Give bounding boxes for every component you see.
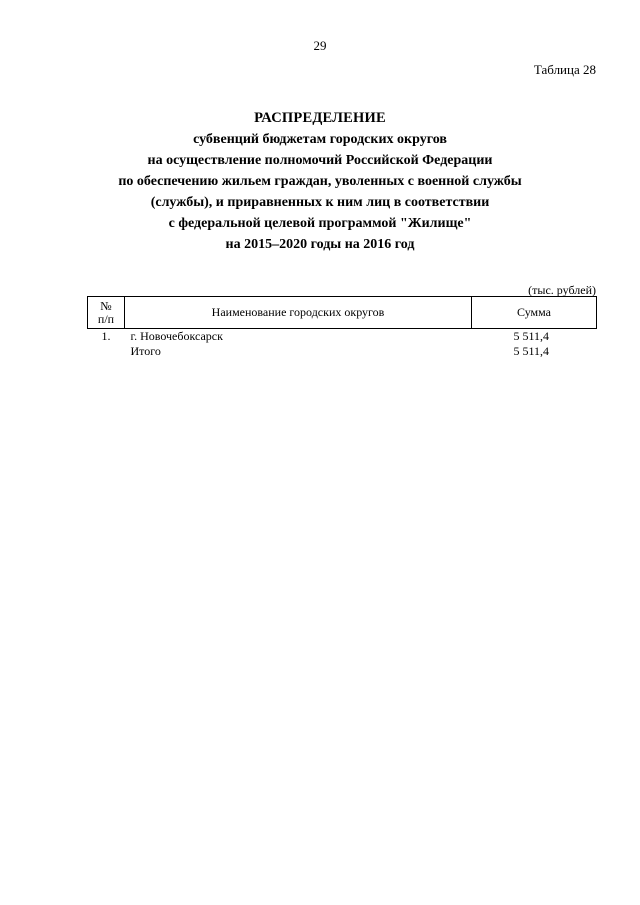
distribution-table <box>87 296 597 359</box>
header-sum: Сумма <box>472 297 597 329</box>
table-row-total <box>88 344 597 359</box>
row-name: г. Новочебоксарск <box>130 329 223 343</box>
page-number: 29 <box>313 38 327 53</box>
header-number-abbr: п/п <box>97 311 115 326</box>
title-line: на 2015–2020 годы на 2016 год <box>225 237 415 252</box>
row-sum: 5 511,4 <box>513 344 550 358</box>
title-line: на осуществление полномочий Российской Федерации <box>147 153 493 168</box>
row-number <box>88 344 125 359</box>
header-name: Наименование городских округов <box>125 297 472 329</box>
header-number-symbol: № <box>100 298 112 313</box>
table-row <box>88 329 597 345</box>
title-heading: РАСПРЕДЕЛЕНИЕ <box>254 110 386 126</box>
table-header-row <box>88 297 597 329</box>
title-line: с федеральной целевой программой "Жилище" <box>168 216 472 231</box>
title-line: по обеспечению жильем граждан, уволенных с военной службы <box>118 174 522 189</box>
units-label: (тыс. рублей) <box>528 283 596 297</box>
row-name: Итого <box>130 344 161 358</box>
document-title <box>0 108 640 255</box>
title-line: (службы), и приравненных к ним лиц в соответствии <box>150 195 490 210</box>
table-label: Таблица 28 <box>533 62 596 77</box>
header-number <box>88 297 125 329</box>
row-sum: 5 511,4 <box>513 329 550 343</box>
row-number: 1. <box>101 329 111 343</box>
title-line: субвенций бюджетам городских округов <box>193 132 447 147</box>
